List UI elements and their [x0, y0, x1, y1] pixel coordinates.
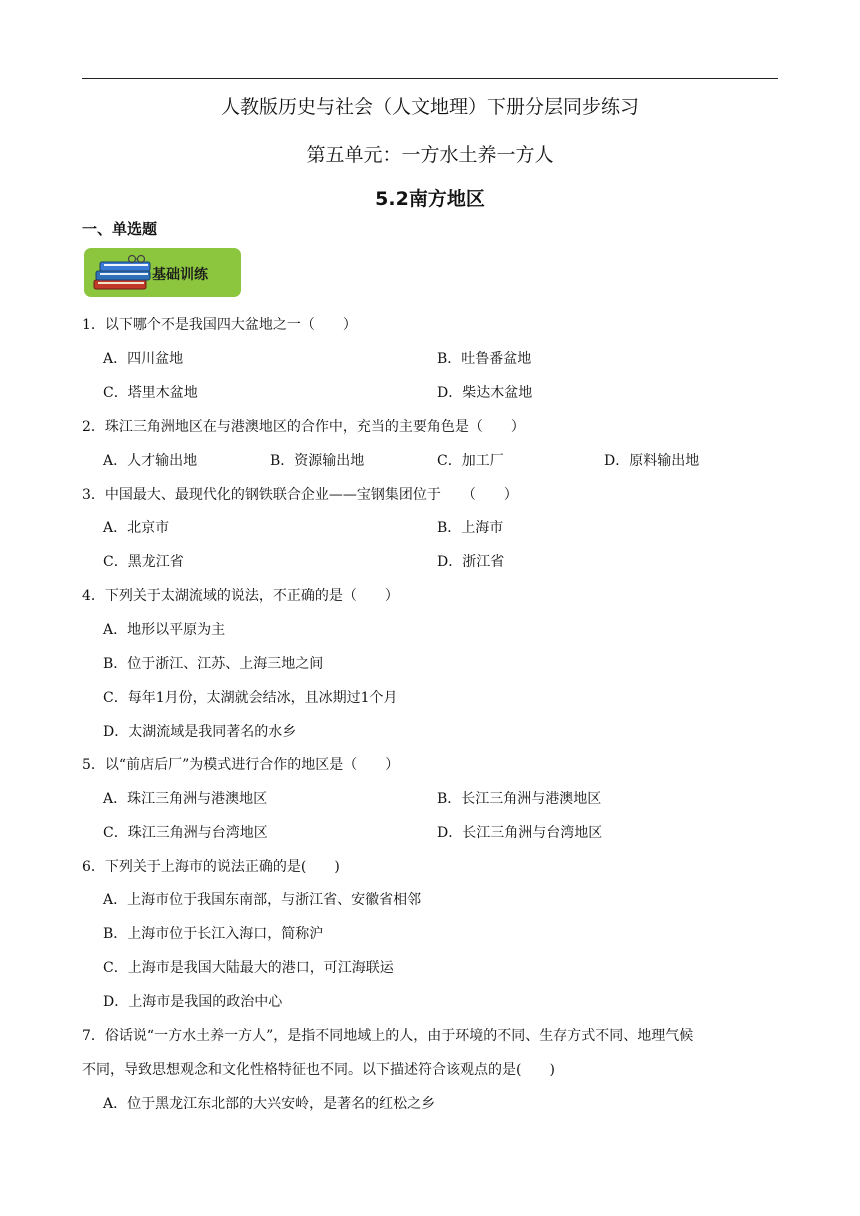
section-heading: 一、单选题 — [82, 220, 158, 238]
unit-title: 第五单元：一方水土养一方人 — [306, 144, 554, 166]
option-d: D．长江三角洲与台湾地区 — [437, 825, 603, 841]
header-rule — [82, 78, 778, 79]
option-a: A．人才输出地 — [103, 453, 198, 469]
section-badge — [84, 248, 241, 297]
option-b: B．吐鲁番盆地 — [437, 351, 532, 367]
option-d: D．原料输出地 — [604, 453, 700, 469]
question-stem: 1．以下哪个不是我国四大盆地之一（ ） — [82, 317, 357, 333]
option-c: C．塔里木盆地 — [103, 385, 198, 401]
option-b: B．上海市 — [437, 520, 504, 536]
question-stem-line-1: 7．俗话说“一方水土养一方人”，是指不同地域上的人，由于环境的不同、生存方式不同、地理气候 — [82, 1028, 694, 1044]
question-stem: 5．以“前店后厂”为模式进行合作的地区是（ ） — [82, 757, 400, 773]
document-title: 人教版历史与社会（人文地理）下册分层同步练习 — [220, 96, 639, 118]
books-icon — [92, 253, 156, 293]
question-stem: 6．下列关于上海市的说法正确的是( ) — [82, 859, 340, 875]
option-a: A．位于黑龙江东北部的大兴安岭，是著名的红松之乡 — [103, 1096, 436, 1112]
question-stem: 4．下列关于太湖流域的说法，不正确的是（ ） — [82, 588, 399, 604]
question-stem: 3．中国最大、最现代化的钢铁联合企业——宝钢集团位于 （ ） — [82, 487, 518, 503]
option-b: B．长江三角洲与港澳地区 — [437, 791, 602, 807]
question-stem-line-2: 不同，导致思想观念和文化性格特征也不同。以下描述符合该观点的是( ) — [82, 1062, 555, 1078]
option-d: D．浙江省 — [437, 554, 505, 570]
option-c: C．每年1月份，太湖就会结冰，且冰期过1个月 — [103, 690, 398, 706]
question-stem: 2．珠江三角洲地区在与港澳地区的合作中，充当的主要角色是（ ） — [82, 419, 525, 435]
option-a: A．珠江三角洲与港澳地区 — [103, 791, 268, 807]
option-c: C．加工厂 — [437, 453, 504, 469]
option-a: A．上海市位于我国东南部，与浙江省、安徽省相邻 — [103, 892, 422, 908]
option-a: A．地形以平原为主 — [103, 622, 226, 638]
option-d: D．柴达木盆地 — [437, 385, 533, 401]
option-c: C．珠江三角洲与台湾地区 — [103, 825, 268, 841]
option-b: B．资源输出地 — [270, 453, 365, 469]
option-d: D．上海市是我国的政治中心 — [103, 994, 283, 1010]
option-c: C．上海市是我国大陆最大的港口，可江海联运 — [103, 960, 394, 976]
option-c: C．黑龙江省 — [103, 554, 184, 570]
option-d: D．太湖流域是我同著名的水乡 — [103, 724, 297, 740]
option-a: A．四川盆地 — [103, 351, 184, 367]
lesson-title: 5.2南方地区 — [375, 188, 485, 210]
badge-label: 基础训练 — [152, 267, 208, 283]
option-b: B．位于浙江、江苏、上海三地之间 — [103, 656, 324, 672]
option-a: A．北京市 — [103, 520, 170, 536]
option-b: B．上海市位于长江入海口，简称沪 — [103, 926, 324, 942]
